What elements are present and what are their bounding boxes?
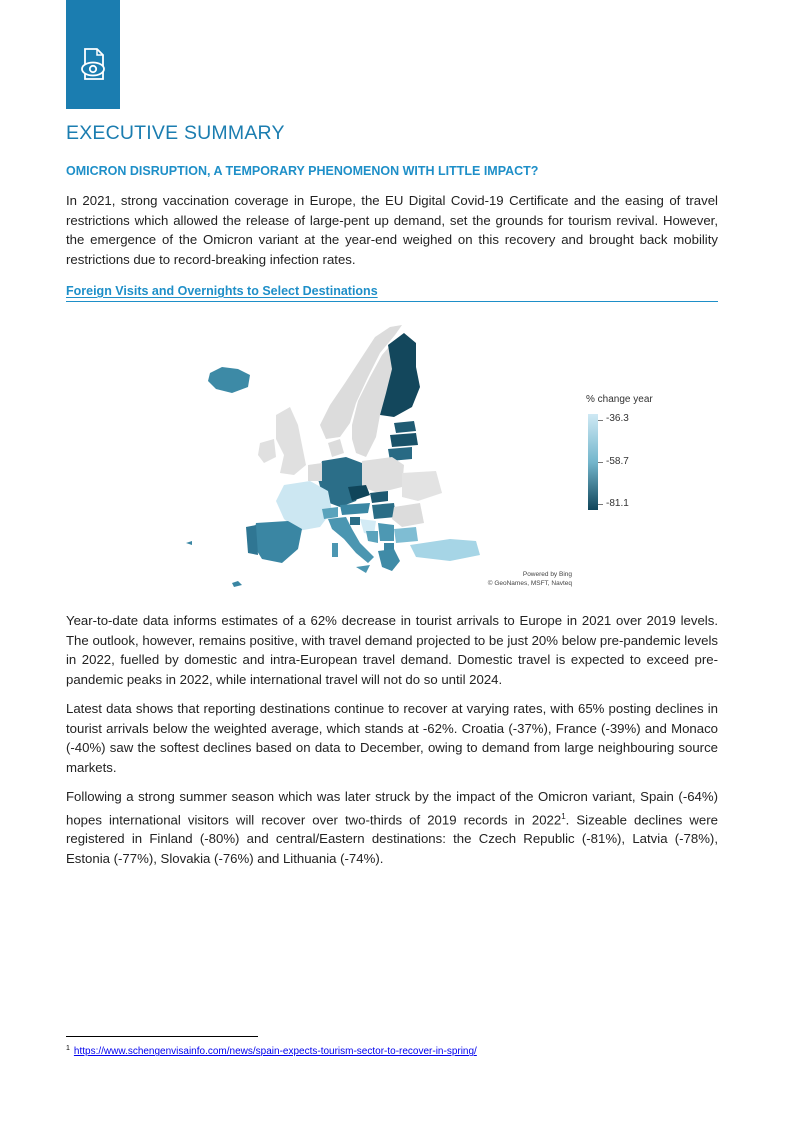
legend-tick-min <box>598 504 603 505</box>
region-denmark <box>328 439 344 457</box>
region-estonia <box>394 421 416 433</box>
paragraph-spain <box>66 787 718 868</box>
region-azores <box>186 541 192 545</box>
region-bosnia <box>366 531 378 543</box>
region-greece <box>378 549 400 571</box>
europe-choropleth-map <box>180 315 600 590</box>
paragraph-intro: In 2021, strong vaccination coverage in Europe, the EU Digital Covid-19 Certificate and the easing of travel restrictions which allowed the release of large-pent up demand, set the grounds for tourism revival. However, the emergence of the Omicron variant at the year-end weighed on this recovery and brought back mobility restrictions due to record-breaking infection rates. <box>66 193 718 267</box>
region-slovakia <box>370 491 388 503</box>
region-serbia <box>378 523 394 541</box>
legend-label-max: -36.3 <box>606 413 629 424</box>
footnote-number: 1 <box>66 1045 70 1052</box>
header-tab <box>66 0 120 109</box>
region-sicily <box>356 565 370 573</box>
legend-colorbar <box>588 414 598 510</box>
footnote-link[interactable]: https://www.schengenvisainfo.com/news/spain-expects-tourism-sector-to-recover-in-spring/ <box>73 1046 477 1058</box>
legend-tick-max <box>598 420 603 421</box>
region-switzerland <box>322 507 338 519</box>
p4-text-after: . Sizeable declines were registered in Finland (-80%) and central/Eastern destinations: the Czech Republic (-81%), Latvia (-78%), Estonia (-77%), Slovakia (-76%) and Lithuania (-74%). <box>66 811 718 866</box>
paragraph-outlook: Year-to-date data informs estimates of a 62% decrease in tourist arrivals to Europe in 2021 over 2019 levels. The outlook, however, remains positive, with travel demand projected to be just 20% below pre-pandemic levels in 2022, fuelled by domestic and intra-European travel demand. Domestic travel is expected to exceed pre-pandemic peaks in 2022, while international travel will not do so until 2024. <box>66 613 718 687</box>
region-bulgaria <box>394 527 418 543</box>
region-portugal <box>246 525 258 555</box>
region-canaries <box>232 581 242 587</box>
legend-label-min: -81.1 <box>606 498 629 509</box>
map-attribution <box>480 571 572 588</box>
legend-title: % change year <box>586 394 653 405</box>
region-hungary <box>372 503 396 519</box>
region-turkey <box>410 539 480 561</box>
region-sardinia <box>332 543 338 557</box>
region-austria <box>340 503 370 515</box>
attribution-line-1: Powered by Bing <box>522 571 572 578</box>
region-poland <box>362 457 404 493</box>
region-spain <box>252 521 302 563</box>
region-uk <box>276 407 306 475</box>
document-eye-icon <box>76 45 110 87</box>
footnote-divider <box>66 1036 258 1037</box>
attribution-line-2: © GeoNames, MSFT, Navteq <box>487 579 572 587</box>
region-benelux <box>308 463 322 481</box>
region-ireland <box>258 439 276 463</box>
legend-tick-mid <box>598 462 603 463</box>
region-romania <box>392 503 424 527</box>
region-latvia <box>390 433 418 447</box>
legend-label-mid: -58.7 <box>606 456 629 467</box>
footnote-ref[interactable]: 1 <box>561 811 566 821</box>
region-iceland <box>208 367 250 393</box>
subheading: OMICRON DISRUPTION, A TEMPORARY PHENOMENON WITH LITTLE IMPACT? <box>66 164 539 178</box>
footnote <box>66 1045 477 1057</box>
region-ukraine <box>402 471 442 501</box>
paragraph-latest-data: Latest data shows that reporting destinations continue to recover at varying rates, with 65% posting declines in tourist arrivals below the weighted average, which stands at -62%. Croatia (-37%), France (-39%) and Monaco (-40%) saw the softest declines based on data to December, owing to demand from large neighbouring source markets. <box>66 701 718 775</box>
region-slovenia <box>350 517 360 525</box>
map-title: Foreign Visits and Overnights to Select Destinations <box>66 284 718 302</box>
p4-text-before: Following a strong summer season which was later struck by the impact of the Omicron variant, Spain (-64%) hopes international visitors will recover over two-thirds of 2019 records in 2022 <box>66 789 718 827</box>
section-title: EXECUTIVE SUMMARY <box>66 122 285 144</box>
